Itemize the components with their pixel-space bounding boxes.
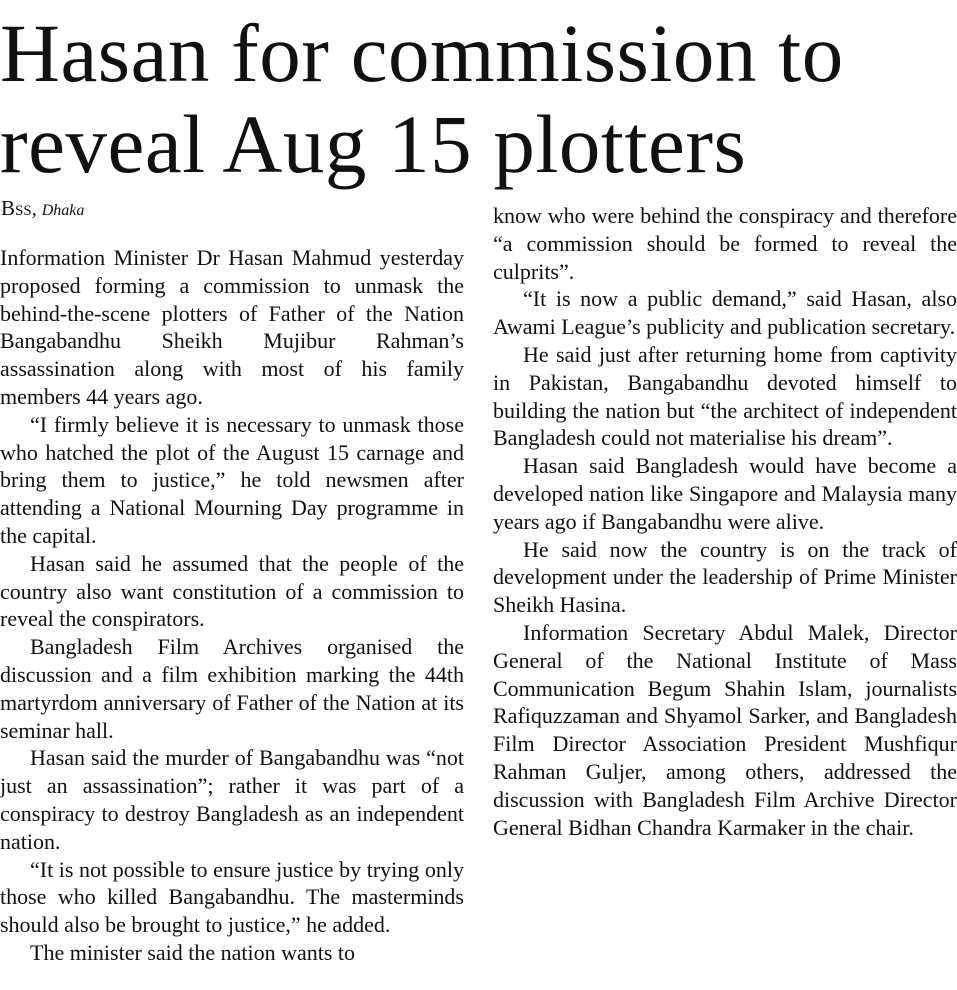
article-paragraph: The minister said the nation wants to (30, 939, 356, 965)
byline-separator: , (31, 198, 42, 220)
byline (1, 196, 84, 223)
article-paragraph: “It is now a public demand,” said Hasan, also Awami League’s publicity and publication secretary. (493, 286, 957, 340)
article-paragraph: know who were behind the conspiracy and therefore “a commission should be formed to reveal the culprits”. (493, 203, 957, 284)
article-column-left (0, 244, 464, 967)
article-paragraph: Information Secretary Abdul Malek, Director General of the National Institute of Mass Communication Begum Shahin Islam, journalists Rafiquzzaman and Shyamol Sarker, and Bangladesh Film Director Association President Mushfiqur Rahman Guljer, among others, addressed the discussion with Bangladesh Film Archive Director General Bidhan Chandra Karmaker in the chair. (493, 619, 957, 840)
article-paragraph: He said now the country is on the track of development under the leadership of Prime Minister Sheikh Hasina. (493, 536, 957, 618)
article-column-right (493, 202, 957, 841)
byline-place: Dhaka (41, 202, 85, 219)
article-paragraph: Bangladesh Film Archives organised the discussion and a film exhibition marking the 44th martyrdom anniversary of Father of the Nation at its seminar hall. (0, 634, 464, 743)
article-paragraph: “It is not possible to ensure justice by trying only those who killed Bangabandhu. The masterminds should also be brought to justice,” he added. (0, 856, 464, 938)
article-paragraph: Hasan said he assumed that the people of the country also want constitution of a commission to reveal the conspirators. (0, 550, 464, 632)
byline-agency: Bss (1, 196, 32, 220)
article-paragraph: He said just after returning home from captivity in Pakistan, Bangabandhu devoted himself to building the nation but “the architect of independent Bangladesh could not materialise his dream”. (493, 341, 957, 451)
article-headline: Hasan for commission to reveal Aug 15 plotters (0, 7, 844, 190)
article-paragraph: Hasan said Bangladesh would have become a developed nation like Singapore and Malaysia many years ago if Bangabandhu were alive. (493, 453, 957, 534)
article-paragraph: Hasan said the murder of Bangabandhu was “not just an assassination”; rather it was part of a conspiracy to destroy Bangladesh as an independent nation. (0, 745, 464, 854)
article-paragraph: Information Minister Dr Hasan Mahmud yesterday proposed forming a commission to unmask the behind-the-scene plotters of Father of the Nation Bangabandhu Sheikh Mujibur Rahman’s assassination along with most of his family members 44 years ago. (0, 245, 464, 409)
article-paragraph: “I firmly believe it is necessary to unmask those who hatched the plot of the August 15 carnage and bring them to justice,” he told newsmen after attending a National Mourning Day programme in the capital. (0, 411, 464, 548)
